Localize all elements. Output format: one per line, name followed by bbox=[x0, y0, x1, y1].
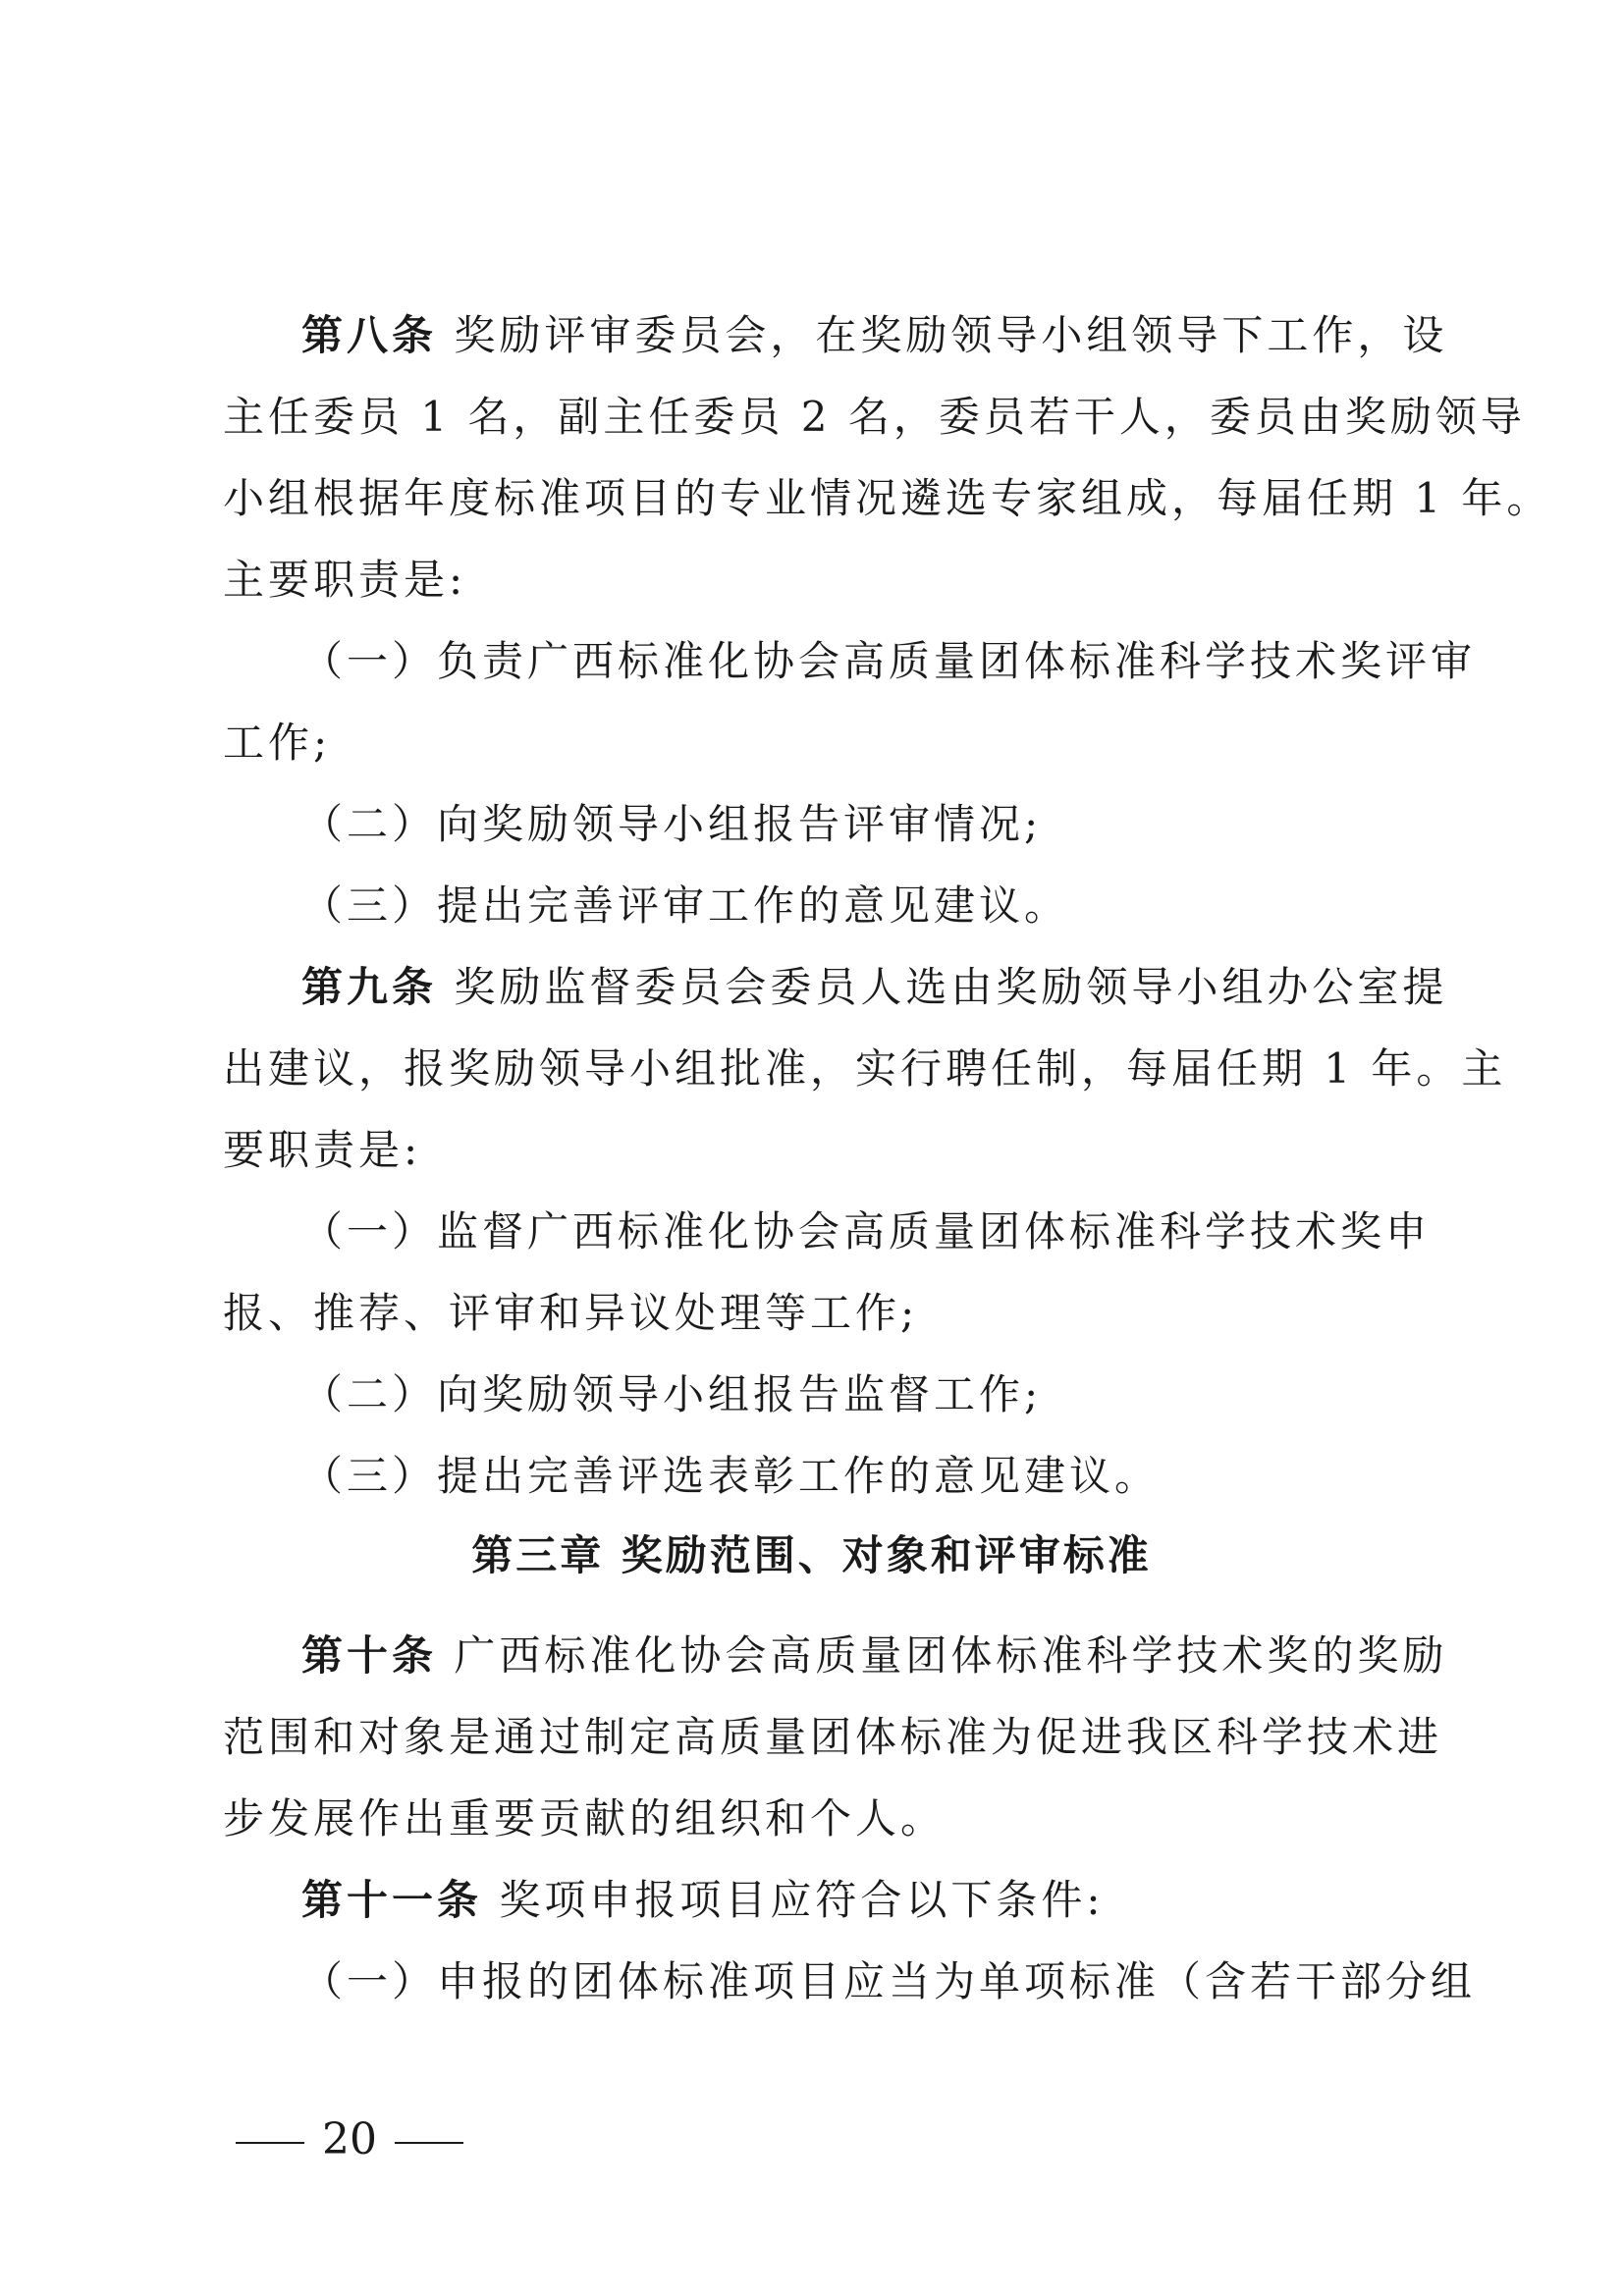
article-10-line-1 bbox=[301, 1627, 1448, 1685]
article-9-text: 奖励监督委员会委员人选由奖励领导小组办公室提 bbox=[437, 963, 1448, 1011]
article-10-heading: 第十条 bbox=[301, 1631, 438, 1680]
article-9-item-3: （三）提出完善评选表彰工作的意见建议。 bbox=[301, 1452, 1161, 1500]
article-8-item-1: （一）负责广西标准化协会高质量团体标准科学技术奖评审 bbox=[301, 637, 1477, 685]
footer-dash-left bbox=[236, 2142, 304, 2144]
article-10-line-2: 范围和对象是通过制定高质量团体标准为促进我区科学技术进 bbox=[223, 1713, 1443, 1761]
article-8-line-4: 主要职责是: bbox=[223, 556, 467, 604]
article-10-text: 广西标准化协会高质量团体标准科学技术奖的奖励 bbox=[437, 1631, 1448, 1680]
page-footer bbox=[218, 2110, 481, 2169]
article-8-item-3: （三）提出完善评审工作的意见建议。 bbox=[301, 881, 1070, 930]
article-9-item-2: （二）向奖励领导小组报告监督工作; bbox=[301, 1370, 1043, 1418]
footer-dash-right bbox=[395, 2142, 463, 2144]
article-11-line-1 bbox=[301, 1871, 1421, 1930]
article-11-item-1: （一）申报的团体标准项目应当为单项标准（含若干部分组 bbox=[301, 1957, 1477, 2005]
article-10-line-3: 步发展作出重要贡献的组织和个人。 bbox=[223, 1794, 947, 1842]
article-8-line-2: 主任委员 1 名，副主任委员 2 名，委员若干人，委员由奖励领导 bbox=[223, 393, 1526, 441]
article-9-line-3: 要职责是: bbox=[223, 1126, 422, 1174]
chapter-3-heading: 第三章 奖励范围、对象和评审标准 bbox=[471, 1531, 1152, 1579]
article-9-item-1-cont: 报、推荐、评审和异议处理等工作; bbox=[223, 1289, 919, 1337]
page-number: 20 bbox=[322, 2114, 377, 2164]
article-9-line-1 bbox=[301, 958, 1448, 1017]
article-9-heading: 第九条 bbox=[301, 963, 438, 1011]
article-8-line-1 bbox=[301, 306, 1448, 365]
article-11-heading: 第十一条 bbox=[301, 1876, 483, 1924]
article-8-text: 奖励评审委员会，在奖励领导小组领导下工作，设 bbox=[437, 311, 1448, 359]
article-9-item-1: （一）监督广西标准化协会高质量团体标准科学技术奖申 bbox=[301, 1207, 1432, 1255]
article-8-heading: 第八条 bbox=[301, 311, 438, 359]
article-8-item-1-cont: 工作; bbox=[223, 719, 332, 767]
article-9-line-2: 出建议，报奖励领导小组批准，实行聘任制，每届任期 1 年。主 bbox=[223, 1044, 1507, 1093]
article-11-text: 奖项申报项目应符合以下条件: bbox=[482, 1876, 1105, 1924]
article-8-line-3: 小组根据年度标准项目的专业情况遴选专家组成，每届任期 1 年。 bbox=[223, 474, 1552, 522]
article-8-item-2: （二）向奖励领导小组报告评审情况; bbox=[301, 800, 1043, 848]
